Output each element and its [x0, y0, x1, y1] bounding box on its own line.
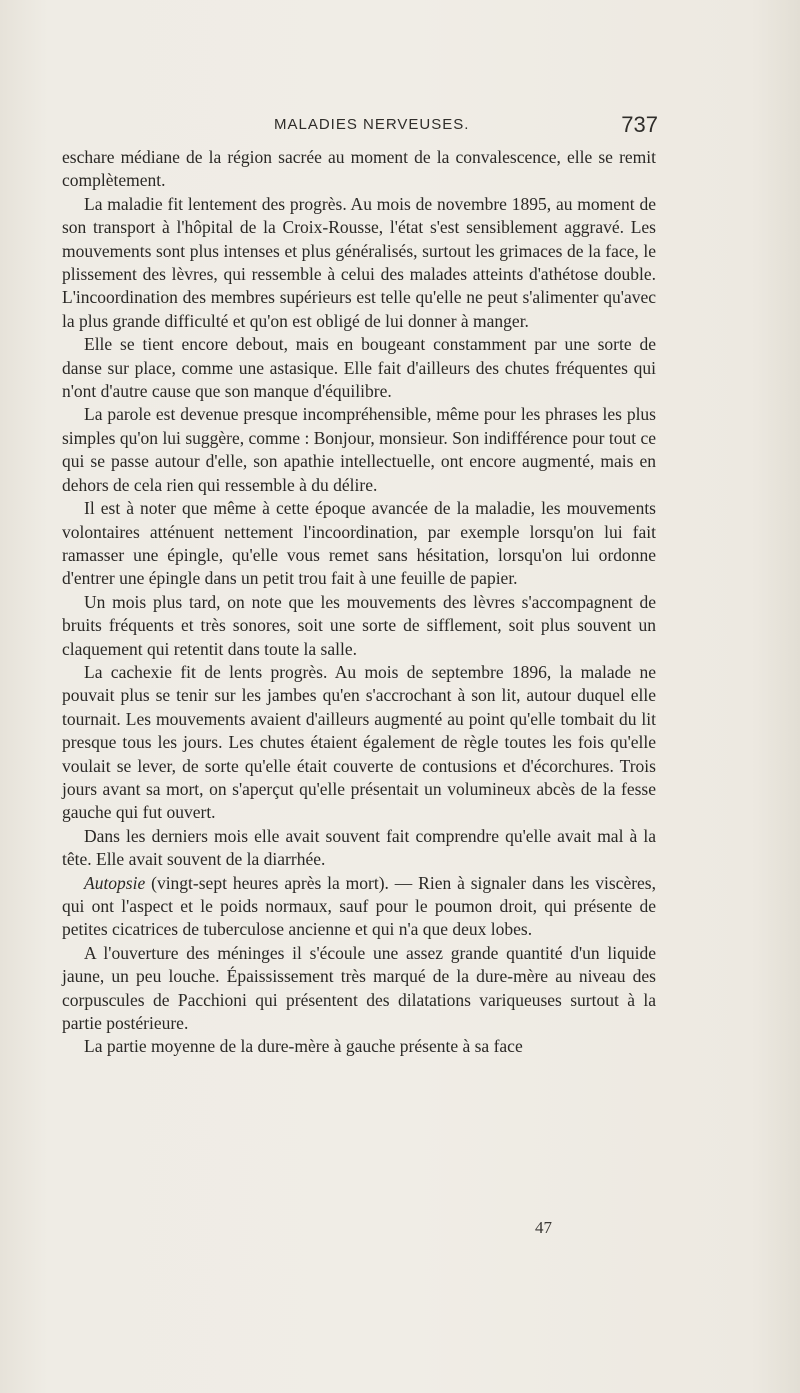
page-header — [62, 112, 658, 142]
signature-mark: 47 — [535, 1218, 552, 1237]
paragraph: Dans les derniers mois elle avait souvent fait comprendre qu'elle avait mal à la tête. Elle avait souvent de la diarrhée. — [62, 825, 656, 870]
paragraph: Il est à noter que même à cette époque avancée de la maladie, les mouvements volontaires atténuent nettement l'incoordination, par exemple lorsqu'on lui fait ramasser une épingle, qu'elle vous remet sans hésitation, lorsqu'on lui ordonne d'entrer une épingle dans un petit trou fait à une feuille de papier. — [62, 498, 656, 589]
paragraph: Un mois plus tard, on note que les mouvements des lèvres s'accompagnent de bruits fréquents et très sonores, soit une sorte de sifflement, soit plus souvent un claquement qui retentit dans toute la salle. — [62, 591, 656, 659]
paragraph: La cachexie fit de lents progrès. Au mois de septembre 1896, la malade ne pouvait plus se tenir sur les jambes qu'en s'accrochant à son lit, autour duquel elle tournait. Les mouvements avaient d'ailleurs augmenté au point qu'elle tombait du lit presque tous les jours. Les chutes étaient également de règle toutes les fois qu'elle voulait se lever, de sorte qu'elle était couverte de contusions et d'écorchures. Trois jours avant sa mort, on s'aperçut qu'elle présentait un volumineux abcès de la fesse gauche qui fut ouvert. — [62, 661, 656, 823]
paragraph: La maladie fit lentement des progrès. Au mois de novembre 1895, au moment de son transport à l'hôpital de la Croix-Rousse, l'état s'est sensiblement aggravé. Les mouvements sont plus intenses et plus généralisés, surtout les grimaces de la face, le plissement des lèvres, qui ressemble à celui des malades atteints d'athétose double. L'incoordination des membres supérieurs est telle qu'elle ne peut s'alimenter qu'avec la plus grande difficulté et qu'on est obligé de lui donner à manger. — [62, 193, 656, 331]
paragraph: La parole est devenue presque incompréhensible, même pour les phrases les plus simples qu'on lui suggère, comme : Bonjour, monsieur. Son indifférence pour tout ce qui se passe autour d'elle, son apathie intellectuelle, ont encore augmenté, mais en dehors de cela rien qui ressemble à du délire. — [62, 404, 656, 495]
paragraph: eschare médiane de la région sacrée au moment de la convalescence, elle se remit complètement. — [62, 147, 656, 191]
paragraph: Elle se tient encore debout, mais en bougeant constamment par une sorte de danse sur place, comme une astasique. Elle fait d'ailleurs des chutes fréquentes qui n'ont d'autre cause que son manque d'équilibre. — [62, 334, 656, 402]
paragraph: A l'ouverture des méninges il s'écoule une assez grande quantité d'un liquide jaune, un peu louche. Épaississement très marqué de la dure-mère au niveau des corpuscules de Pacchioni qui présentent des dilatations variqueuses surtout à la partie postérieure. — [62, 942, 656, 1034]
italic-lead: Autopsie — [84, 872, 146, 893]
paragraph: La partie moyenne de la dure-mère à gauche présente à sa face — [84, 1036, 523, 1057]
page-number: 737 — [621, 112, 658, 137]
paragraph: Autopsie (vingt-sept heures après la mort). — Rien à signaler dans les viscères, qui ont l'aspect et le poids normaux, sauf pour le poumon droit, qui présente de petites cicatrices de tuberculose ancienne et qui n'a que deux lobes. — [62, 872, 656, 940]
body-text — [62, 146, 656, 1059]
running-title: MALADIES NERVEUSES. — [274, 116, 470, 133]
